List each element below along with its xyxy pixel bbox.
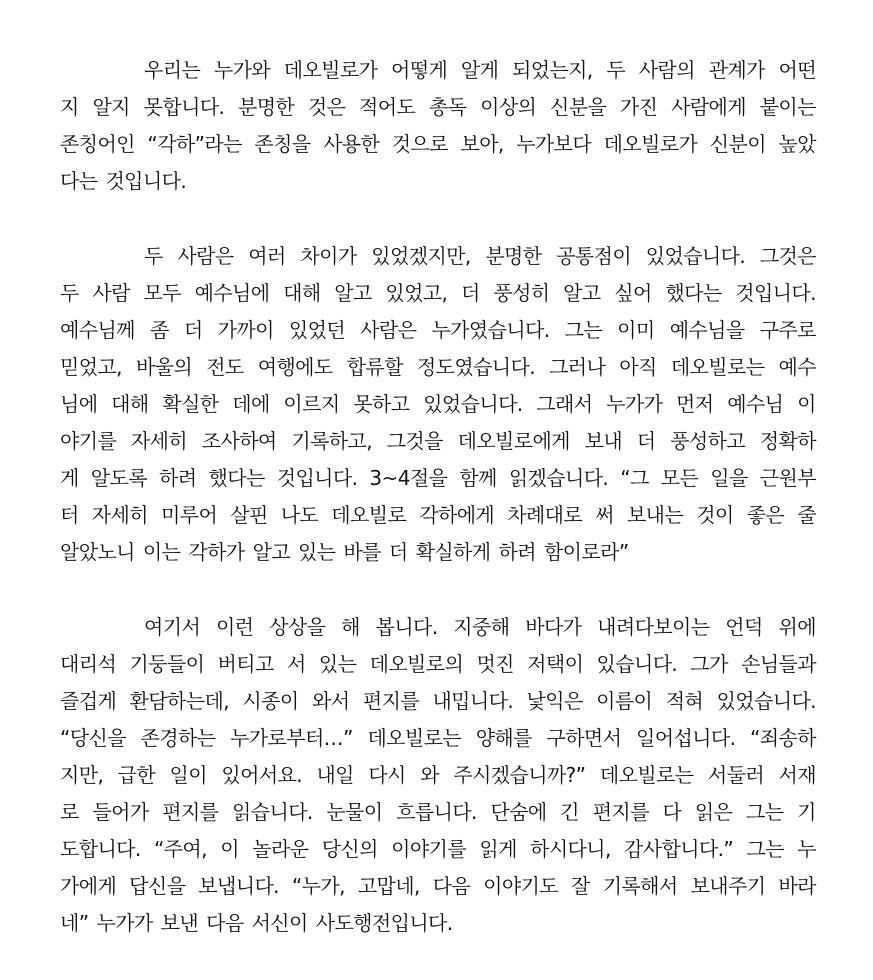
paragraph-3 xyxy=(60,609,816,942)
text-line: 지만, 급한 일이 있어서요. 내일 다시 와 주시겠습니까?” 데오빌로는 서둘러 서재 xyxy=(60,763,816,787)
text-line: 여기서 이런 상상을 해 봅니다. 지중해 바다가 내려다보이는 언덕 위에 xyxy=(144,615,816,639)
text-line: 게 알도록 하려 했다는 것입니다. 3~4절을 함께 읽겠습니다. “그 모든 일을 근원부 xyxy=(60,466,816,490)
text-line: 예수님께 좀 더 가까이 있었던 사람은 누가였습니다. 그는 이미 예수님을 구주로 xyxy=(60,318,816,342)
text-line: 우리는 누가와 데오빌로가 어떻게 알게 되었는지, 두 사람의 관계가 어떤 xyxy=(144,58,816,82)
text-line: 대리석 기둥들이 버티고 서 있는 데오빌로의 멋진 저택이 있습니다. 그가 손님들과 xyxy=(60,652,816,676)
text-line: 알았노니 이는 각하가 알고 있는 바를 더 확실하게 하려 함이로라” xyxy=(60,540,629,564)
document-body xyxy=(60,52,816,980)
text-line: 지 알지 못합니다. 분명한 것은 적어도 총독 이상의 신분을 가진 사람에게 붙이는 xyxy=(60,95,816,119)
text-line: 로 들어가 편지를 읽습니다. 눈물이 흐릅니다. 단숨에 긴 편지를 다 읽은 그는 기 xyxy=(60,800,816,824)
text-line: 네” 누가가 보낸 다음 서신이 사도행전입니다. xyxy=(60,911,453,935)
text-line: 두 사람 모두 예수님에 대해 알고 있었고, 더 풍성히 알고 싶어 했다는 것입니다. xyxy=(60,281,816,305)
text-line: 두 사람은 여러 차이가 있었겠지만, 분명한 공통점이 있었습니다. 그것은 xyxy=(144,244,816,268)
text-line: 존칭어인 “각하”라는 존칭을 사용한 것으로 보아, 누가보다 데오빌로가 신분이 높았 xyxy=(60,132,816,156)
text-line: 다는 것입니다. xyxy=(60,169,187,193)
text-line: 야기를 자세히 조사하여 기록하고, 그것을 데오빌로에게 보내 더 풍성하고 정확하 xyxy=(60,429,816,453)
paragraph-1 xyxy=(60,52,816,200)
text-line: 도합니다. “주여, 이 놀라운 당신의 이야기를 읽게 하시다니, 감사합니다.” 그는 누 xyxy=(60,837,816,861)
text-line: 가에게 답신을 보냅니다. “누가, 고맙네, 다음 이야기도 잘 기록해서 보내주기 바라 xyxy=(60,874,816,898)
text-line: 믿었고, 바울의 전도 여행에도 합류할 정도였습니다. 그러나 아직 데오빌로는 예수 xyxy=(60,355,816,379)
text-line: 터 자세히 미루어 살핀 나도 데오빌로 각하에게 차례대로 써 보내는 것이 좋은 줄 xyxy=(60,503,816,527)
text-line: “당신을 존경하는 누가로부터…” 데오빌로는 양해를 구하면서 일어섭니다. “죄송하 xyxy=(60,726,816,750)
text-line: 즐겁게 환담하는데, 시종이 와서 편지를 내밉니다. 낯익은 이름이 적혀 있었습니다. xyxy=(60,689,816,713)
text-line: 님에 대해 확실한 데에 이르지 못하고 있었습니다. 그래서 누가가 먼저 예수님 이 xyxy=(60,392,816,416)
paragraph-2 xyxy=(60,238,816,571)
